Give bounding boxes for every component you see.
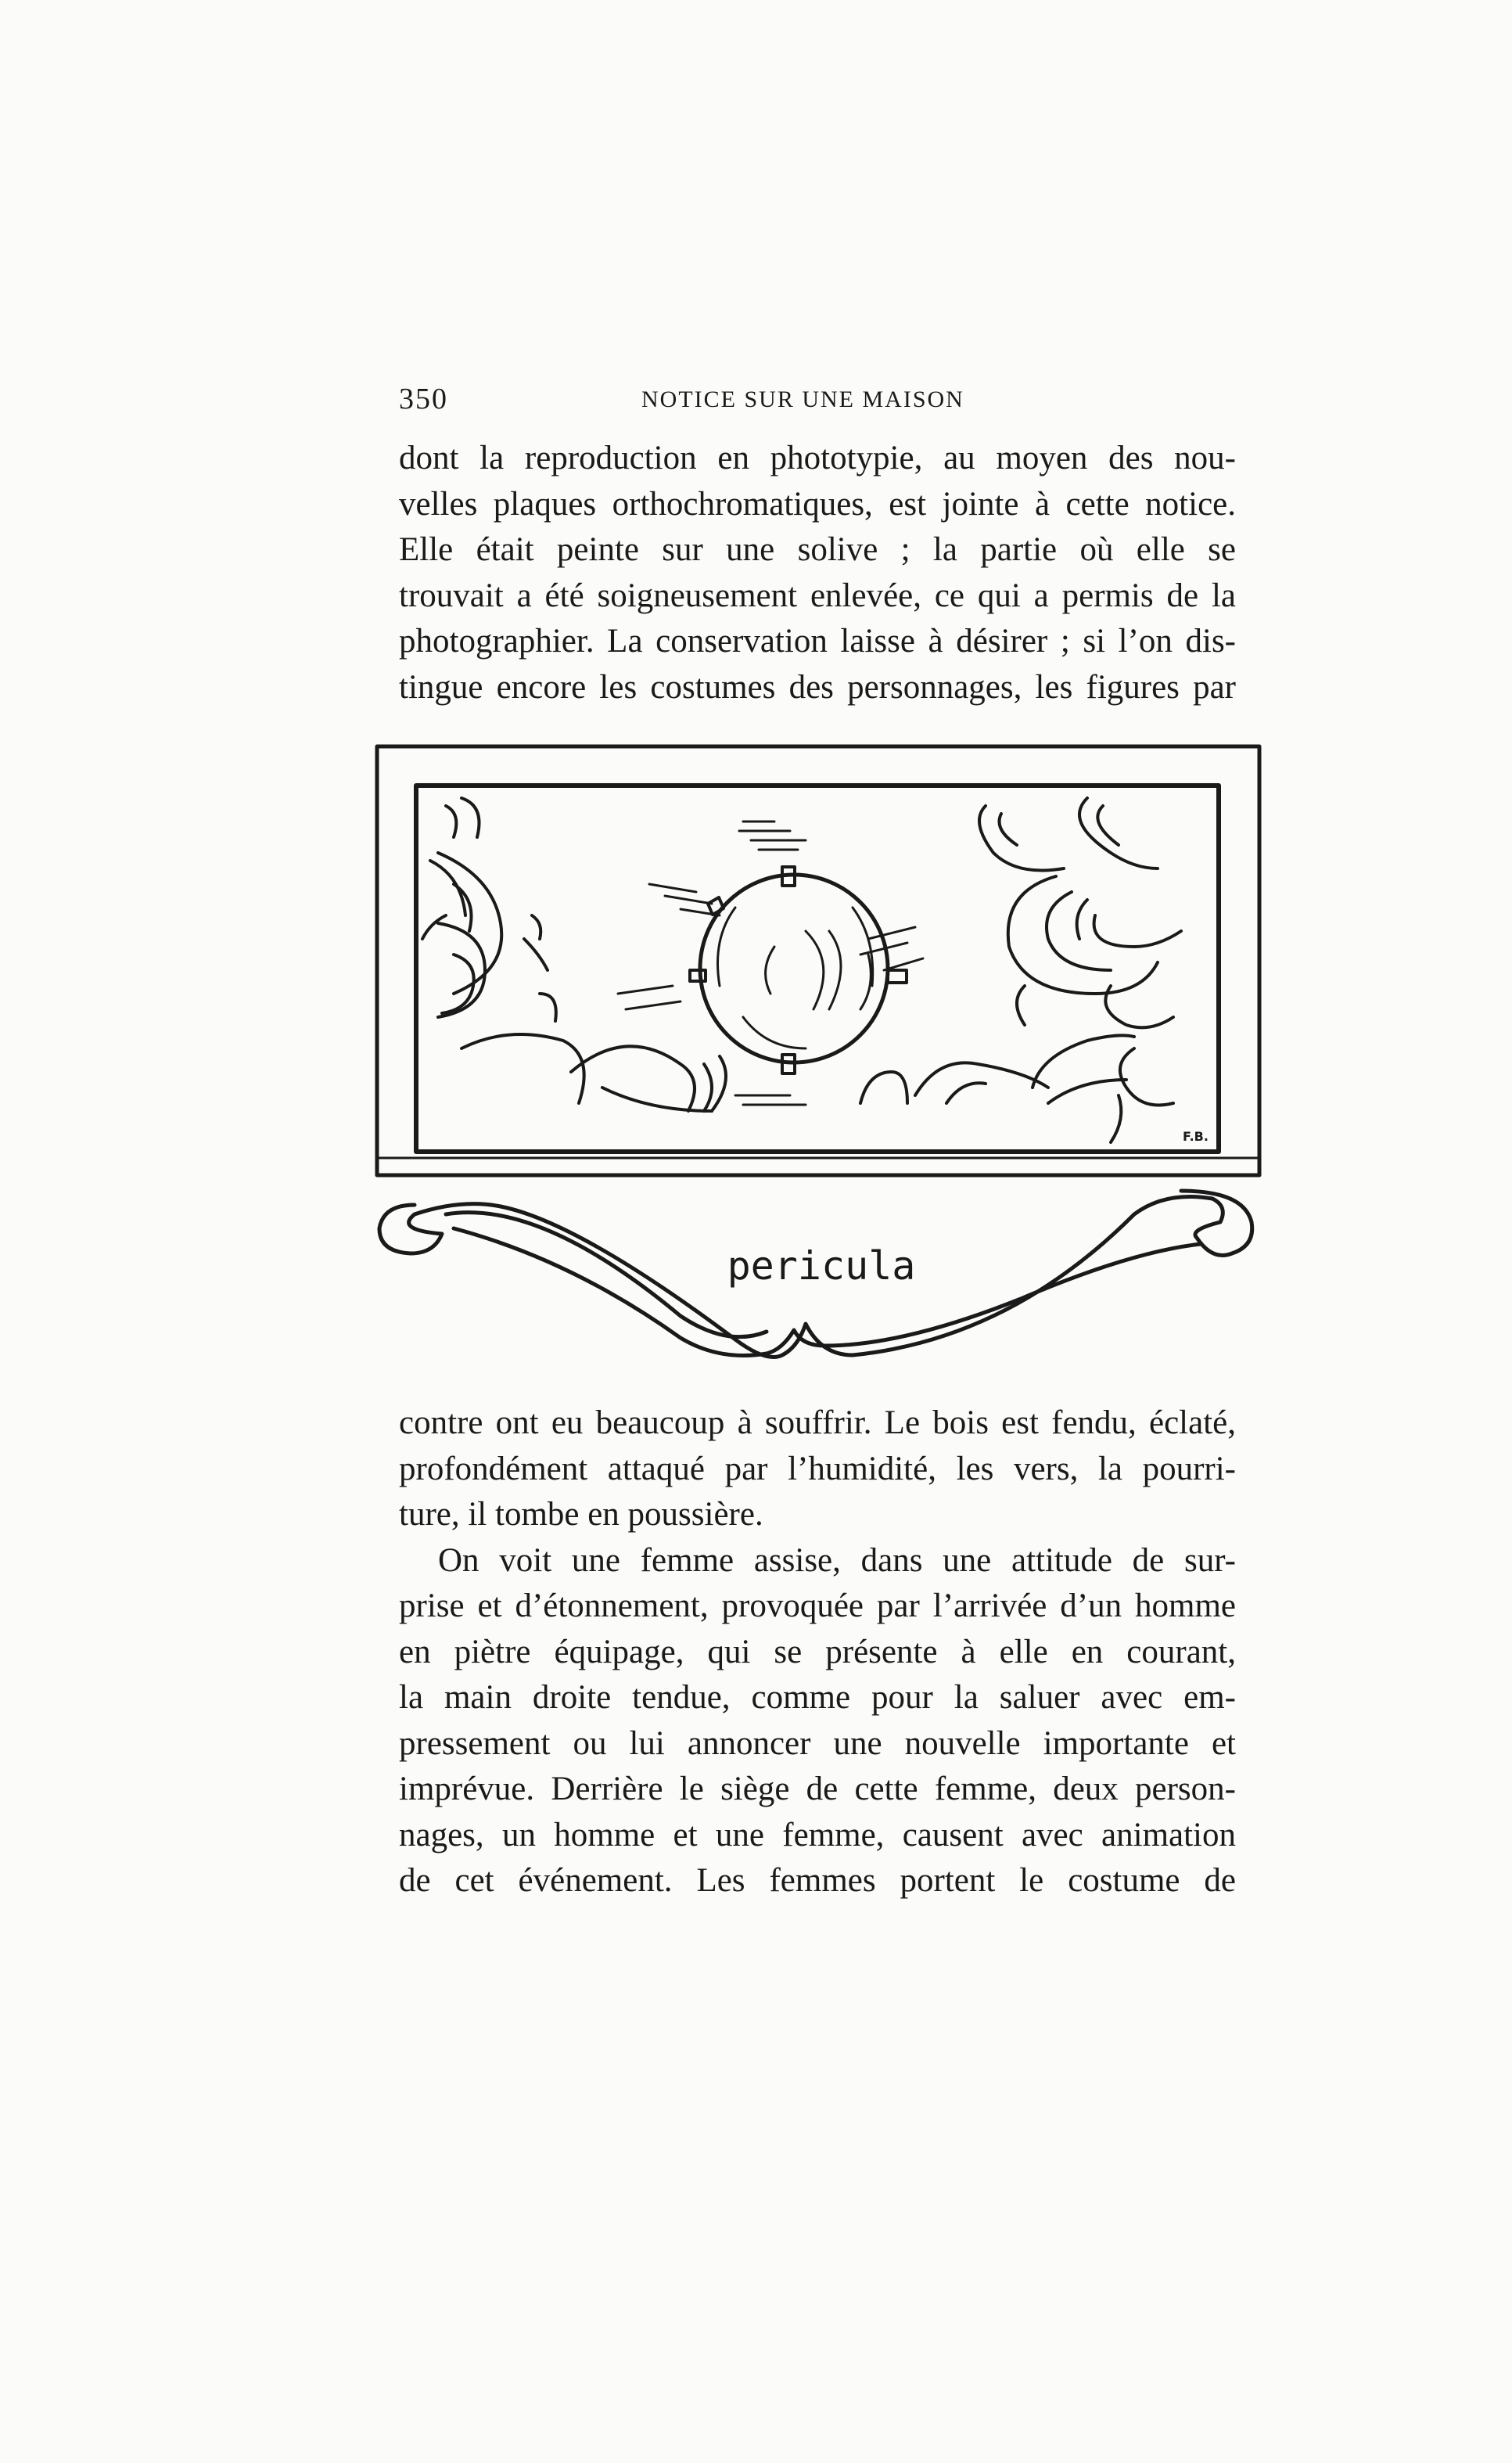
text-line: pressement ou lui annoncer une nouvelle importante et bbox=[399, 1724, 1236, 1762]
text-line: en piètre équipage, qui se présente à elle en courant, bbox=[399, 1633, 1236, 1670]
illustration-drawing bbox=[368, 735, 1275, 1393]
running-title: NOTICE SUR UNE MAISON bbox=[641, 387, 964, 412]
paragraph-after-figure bbox=[399, 1400, 1236, 1904]
text-line: profondément attaqué par l’humidité, les vers, la pourri- bbox=[399, 1450, 1236, 1487]
clouds-left bbox=[422, 798, 726, 1111]
illustration-pericula bbox=[368, 735, 1275, 1393]
scroll-label: pericula bbox=[727, 1243, 916, 1289]
text-line: contre ont eu beaucoup à souffrir. Le bois est fendu, éclaté, bbox=[399, 1404, 1236, 1441]
text-line: prise et d’étonnement, provoquée par l’arrivée d’un homme bbox=[399, 1587, 1236, 1624]
clouds-right bbox=[860, 798, 1181, 1142]
outer-frame bbox=[377, 746, 1259, 1175]
text-line: velles plaques orthochromatiques, est jointe à cette notice. bbox=[399, 485, 1236, 523]
text-line: tingue encore les costumes des personnages, les figures par bbox=[399, 668, 1236, 706]
text-line: Elle était peinte sur une solive ; la partie où elle se bbox=[399, 531, 1236, 568]
text-line: dont la reproduction en phototypie, au moyen des nou- bbox=[399, 440, 1236, 476]
page-number: 350 bbox=[399, 383, 448, 415]
text-line: nages, un homme et une femme, causent avec animation bbox=[399, 1816, 1236, 1854]
page-header bbox=[399, 382, 1236, 421]
text-line: la main droite tendue, comme pour la saluer avec em- bbox=[399, 1679, 1236, 1716]
text-line: On voit une femme assise, dans une attitude de sur- bbox=[438, 1541, 1236, 1579]
motion-lines bbox=[618, 822, 923, 1105]
text-line: trouvait a été soigneusement enlevée, ce qui a permis de la bbox=[399, 577, 1236, 614]
paragraph-before-figure bbox=[399, 436, 1236, 710]
text-line: ture, il tombe en poussière. bbox=[399, 1496, 763, 1533]
text-line: de cet événement. Les femmes portent le costume de bbox=[399, 1862, 1236, 1899]
wheel-of-fortune bbox=[690, 867, 907, 1073]
text-line: photographier. La conservation laisse à désirer ; si l’on dis- bbox=[399, 623, 1236, 660]
text-line: imprévue. Derrière le siège de cette femme, deux person- bbox=[399, 1771, 1236, 1807]
artist-monogram: F.B. bbox=[1183, 1129, 1209, 1144]
